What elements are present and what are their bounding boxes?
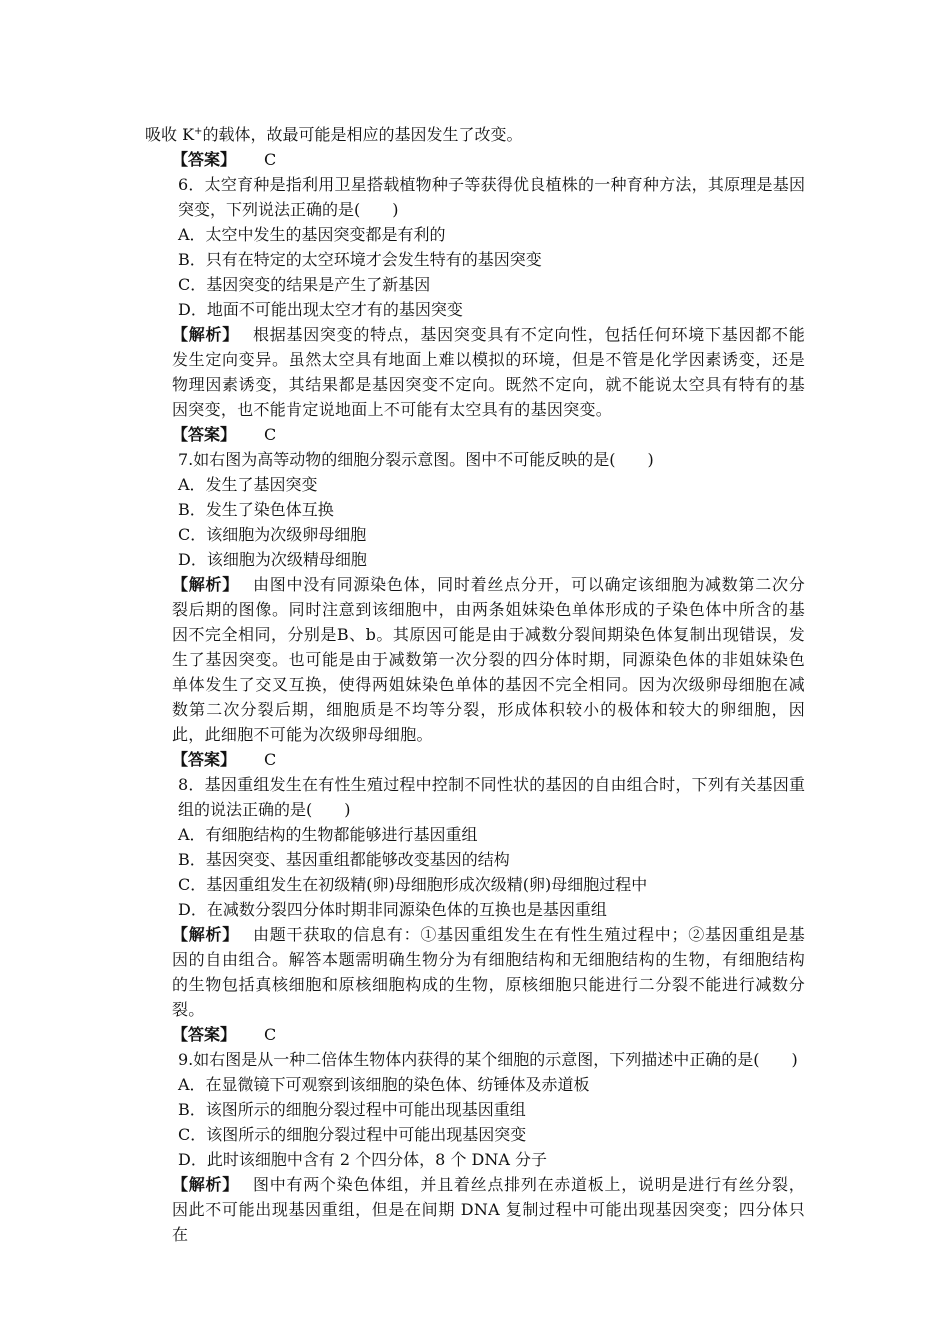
document-page <box>145 122 805 1247</box>
question-6-option-d: D．地面不可能出现太空才有的基因突变 <box>178 300 463 319</box>
question-8-option-b: B．基因突变、基因重组都能够改变基因的结构 <box>178 850 510 869</box>
question-9-option-c: C．该图所示的细胞分裂过程中可能出现基因突变 <box>178 1125 527 1144</box>
question-9-analysis: 【解析】 图中有两个染色体组，并且着丝点排列在赤道板上，说明是进行有丝分裂，因此不可能出现基因重组，但是在间期 DNA 复制过程中可能出现基因突变；四分体只在 <box>172 1175 805 1244</box>
question-9-stem: 9.如右图是从一种二倍体生物体内获得的某个细胞的示意图，下列描述中正确的是( ) <box>178 1050 798 1069</box>
previous-answer: 【答案】 C <box>172 150 277 169</box>
question-6-answer: 【答案】 C <box>172 425 277 444</box>
question-7-option-a: A．发生了基因突变 <box>178 475 318 494</box>
question-6-option-b: B．只有在特定的太空环境才会发生特有的基因突变 <box>178 250 542 269</box>
question-7-option-d: D．该细胞为次级精母细胞 <box>178 550 367 569</box>
question-6-option-a: A．太空中发生的基因突变都是有利的 <box>178 225 446 244</box>
question-6-stem: 6．太空育种是指利用卫星搭载植物种子等获得优良植株的一种育种方法，其原理是基因突变，下列说法正确的是( ) <box>178 175 805 219</box>
question-7-option-c: C．该细胞为次级卵母细胞 <box>178 525 367 544</box>
question-9-option-d: D．此时该细胞中含有 2 个四分体，8 个 DNA 分子 <box>178 1150 548 1169</box>
question-8-option-c: C．基因重组发生在初级精(卵)母细胞形成次级精(卵)母细胞过程中 <box>178 875 648 894</box>
question-7-analysis: 【解析】 由图中没有同源染色体，同时着丝点分开，可以确定该细胞为减数第二次分裂后期的图像。同时注意到该细胞中，由两条姐妹染色单体形成的子染色体中所含的基因不完全相同，分别是B、b。其原因可能是由于减数分裂间期染色体复制出现错误，发生了基因突变。也可能是由于减数第一次分裂的四分体时期，同源染色体的非姐妹染色单体发生了交叉互换，使得两姐妹染色单体的基因不完全相同。因为次级卵母细胞在减数第二次分裂后期，细胞质是不均等分裂，形成体积较小的极体和较大的卵细胞，因此，此细胞不可能为次级卵母细胞。 <box>172 575 805 744</box>
question-8-option-a: A．有细胞结构的生物都能够进行基因重组 <box>178 825 478 844</box>
question-8-option-d: D．在减数分裂四分体时期非同源染色体的互换也是基因重组 <box>178 900 607 919</box>
question-7-answer: 【答案】 C <box>172 750 277 769</box>
previous-question-tail: 吸收 K+的载体，故最可能是相应的基因发生了改变。 <box>145 125 523 144</box>
question-9-option-b: B．该图所示的细胞分裂过程中可能出现基因重组 <box>178 1100 526 1119</box>
question-7-stem: 7.如右图为高等动物的细胞分裂示意图。图中不可能反映的是( ) <box>178 450 654 469</box>
question-7-option-b: B．发生了染色体互换 <box>178 500 334 519</box>
question-9-option-a: A．在显微镜下可观察到该细胞的染色体、纺锤体及赤道板 <box>178 1075 590 1094</box>
question-8-answer: 【答案】 C <box>172 1025 277 1044</box>
question-8-stem: 8．基因重组发生在有性生殖过程中控制不同性状的基因的自由组合时，下列有关基因重组的说法正确的是( ) <box>178 775 805 819</box>
question-6-analysis: 【解析】 根据基因突变的特点，基因突变具有不定向性，包括任何环境下基因都不能发生定向变异。虽然太空具有地面上难以模拟的环境，但是不管是化学因素诱变，还是物理因素诱变，其结果都是基因突变不定向。既然不定向，就不能说太空具有特有的基因突变，也不能肯定说地面上不可能有太空具有的基因突变。 <box>172 325 805 419</box>
question-8-analysis: 【解析】 由题干获取的信息有：①基因重组发生在有性生殖过程中；②基因重组是基因的自由组合。解答本题需明确生物分为有细胞结构和无细胞结构的生物，有细胞结构的生物包括真核细胞和原核细胞构成的生物，原核细胞只能进行二分裂不能进行减数分裂。 <box>172 925 805 1019</box>
question-6-option-c: C．基因突变的结果是产生了新基因 <box>178 275 431 294</box>
